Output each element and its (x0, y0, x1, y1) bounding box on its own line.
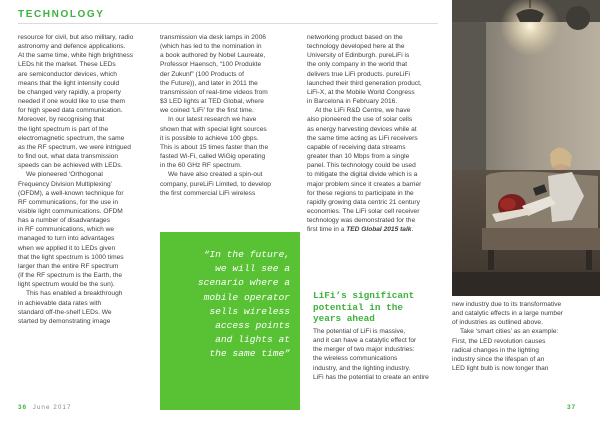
quote-line: “In the future, (203, 249, 290, 260)
text-line: greater than 10 Mbps from a single (307, 153, 410, 161)
text-line: as the RF spectrum, we were intrigued (18, 143, 131, 151)
text-line: to mitigate the digital divide which is a (307, 171, 418, 179)
text-line: This has enabled a breakthrough (26, 290, 123, 298)
text-line: in the 60 GHz RF spectrum. (160, 162, 242, 170)
quote-line: access points (215, 320, 290, 332)
quote-line: and lights at (215, 334, 290, 346)
text-line: The potential of LiFi is massive, (313, 328, 406, 335)
text-line: panel. This technology could be used (307, 162, 416, 170)
quote-line: sells wireless (209, 305, 290, 317)
column-3-lower (313, 327, 448, 382)
page-number-left: 36 (18, 404, 28, 411)
text-line: networking product based on the (307, 34, 403, 41)
text-line: in Barcelona in February 2016. (307, 98, 398, 106)
text-line: LiFi has the potential to create an entire (313, 373, 429, 381)
text-line: managed to turn into advantages (18, 235, 115, 243)
text-line: capable of receiving data streams (307, 143, 406, 151)
column-3 (307, 33, 444, 234)
text-line: We have also created a spin-out (168, 171, 263, 179)
text-line: Moreover, by recognising that (18, 116, 105, 124)
text-line: company, pureLiFi Limited, to develop (160, 180, 271, 188)
text-line: fasted Wi-Fi, called WiGig operating (160, 153, 266, 161)
text-line: the wireless communications (313, 355, 398, 363)
text-line: industry since the lifespan of an (452, 355, 545, 363)
issue-date: June 2017 (32, 404, 72, 411)
text-line: in achievable data rates with (18, 299, 102, 307)
text-line: be changed very rapidly, a property (18, 88, 121, 96)
text-line: the Future)), and later in 2011 the (160, 79, 258, 87)
text-line: technology developed here at the (307, 43, 405, 51)
text-line: economies. The LiFi solar cell receiver (307, 207, 420, 215)
section-rule (18, 23, 438, 24)
text-line: We pioneered ‘Orthogonal (26, 171, 103, 179)
text-line: launched their third generation product, (307, 79, 422, 87)
text-line: Frequency Division Multiplexing’ (18, 180, 113, 188)
footer-left (18, 404, 72, 411)
ted-talk-line: first time in a TED Global 2015 talk. (307, 226, 414, 234)
text-line: shown that with special light sources (160, 125, 267, 133)
page-number-right: 37 (567, 404, 577, 411)
text-line: LiFi-X, at the Mobile World Congress (307, 88, 415, 96)
text-line: Take ‘smart cities’ as an example: (460, 328, 559, 336)
text-line: for these regions to participate in the (307, 189, 414, 197)
text-line: to find out, what data transmission (18, 153, 119, 161)
text-line: rapidly growing data centric 21 century (307, 198, 420, 206)
text-line: that the light spectrum is 1000 times (18, 253, 124, 261)
text-line: and it can have a catalytic effect for (313, 337, 417, 345)
text-line: der Zukunf” (100 Products of (160, 70, 244, 78)
section-title: TECHNOLOGY (18, 9, 105, 20)
text-line: $3 LED lights at TED Global, where (160, 98, 264, 106)
text-line: has a number of disadvantages (18, 217, 111, 225)
text-line: of industries as outlined above. (452, 319, 543, 327)
subheading-line: LiFi’s significant (313, 290, 415, 301)
text-line: visible light communications. OFDM (18, 207, 123, 215)
subheading (313, 290, 448, 325)
pull-quote (160, 232, 300, 410)
text-line: RF communications, for the use in (18, 198, 119, 206)
text-line: in RF communications, which we (18, 226, 115, 234)
text-line: speeds can be achieved with LEDs. (18, 162, 123, 170)
text-line: new industry due to its transformative (452, 301, 562, 308)
text-line: technology was demonstrated for the (307, 217, 416, 225)
text-line: also pioneered the use of solar cells (307, 116, 413, 124)
text-line: a book authored by Nobel Laureate, (160, 52, 266, 60)
text-line: light spectrum would be the sun). (18, 281, 115, 289)
subheading-line: potential in the (313, 301, 404, 313)
text-line: started by demonstrating image (18, 317, 111, 325)
photo-illustration (452, 0, 600, 296)
text-line: the same time acting as LiFi receivers (307, 134, 418, 142)
text-line: Professor Haensch, “100 Produkte (160, 61, 262, 69)
text-line: astronomy and defence applications. (18, 43, 126, 51)
subheading-line: years ahead (313, 313, 375, 324)
woman-reading-tablet-photo (452, 0, 600, 296)
text-line: (which has led to the nomination in (160, 43, 262, 51)
text-line: First, the LED revolution causes (452, 337, 546, 345)
text-line: (OFDM), a well-known technique for (18, 189, 124, 197)
text-line: standard off-the-shelf LEDs. We (18, 308, 112, 316)
quote-line: mobile operator (203, 291, 290, 303)
text-line: LED light bulb is now longer than (452, 365, 549, 373)
quote-line: we will see a (215, 263, 290, 275)
text-line: This is about 15 times faster than the (160, 143, 269, 151)
text-line: At the LiFi R&D Centre, we have (315, 107, 411, 115)
column-1 (18, 33, 145, 326)
text-line: (if the RF spectrum is the Earth, the (18, 272, 123, 280)
text-line: means that the light intensity could (18, 79, 120, 87)
text-line: for high speed data communication. (18, 107, 123, 115)
text-line: and catalytic effects in a large number (452, 310, 563, 318)
column-4 (452, 300, 587, 373)
text-line: industry, and the lighting industry. (313, 364, 411, 372)
text-line: we coined ‘LiFi’ for the first time. (160, 107, 254, 115)
ted-talk-link[interactable]: TED Global 2015 talk (346, 226, 412, 234)
quote-line: scenario where a (197, 277, 290, 289)
text-line: larger than the entire RF spectrum (18, 262, 119, 270)
text-line: needed if one would like to use them (18, 98, 126, 106)
text-line: major problem since it creates a barrier (307, 180, 422, 188)
text-line: resource for civil, but also military, radio (18, 34, 134, 41)
text-line: it is possible to achieve 100 gbps. (160, 134, 259, 142)
text-line: are semiconductor devices, which (18, 70, 117, 78)
text-line: In our latest research we have (168, 116, 257, 124)
text-line: LEDs hit the market. These LEDs (18, 61, 116, 69)
text-line: At the same time, white high brightness (18, 52, 134, 60)
text-line: transmission of real-time videos from (160, 88, 268, 96)
quote-line: the same time” (209, 348, 290, 360)
text-line: the first commercial LiFi wireless (160, 189, 256, 197)
text-line: radical changes in the lighting (452, 346, 539, 354)
text-line: delivers true LiFi products. pureLiFi (307, 70, 410, 78)
text-line: when we applied it to LEDs given (18, 244, 116, 252)
text-line: transmission via desk lamps in 2006 (160, 34, 266, 41)
text-line: the light spectrum is part of the (18, 125, 109, 133)
column-2 (160, 33, 290, 198)
text-line: electromagnetic spectrum, the same (18, 134, 125, 142)
text-line: the merger of two major industries: (313, 346, 415, 354)
text-line: the only company in the world that (307, 61, 408, 69)
text-line: University of Edinburgh. pureLiFi is (307, 52, 410, 60)
text-line: as energy harvesting devices while at (307, 125, 417, 133)
